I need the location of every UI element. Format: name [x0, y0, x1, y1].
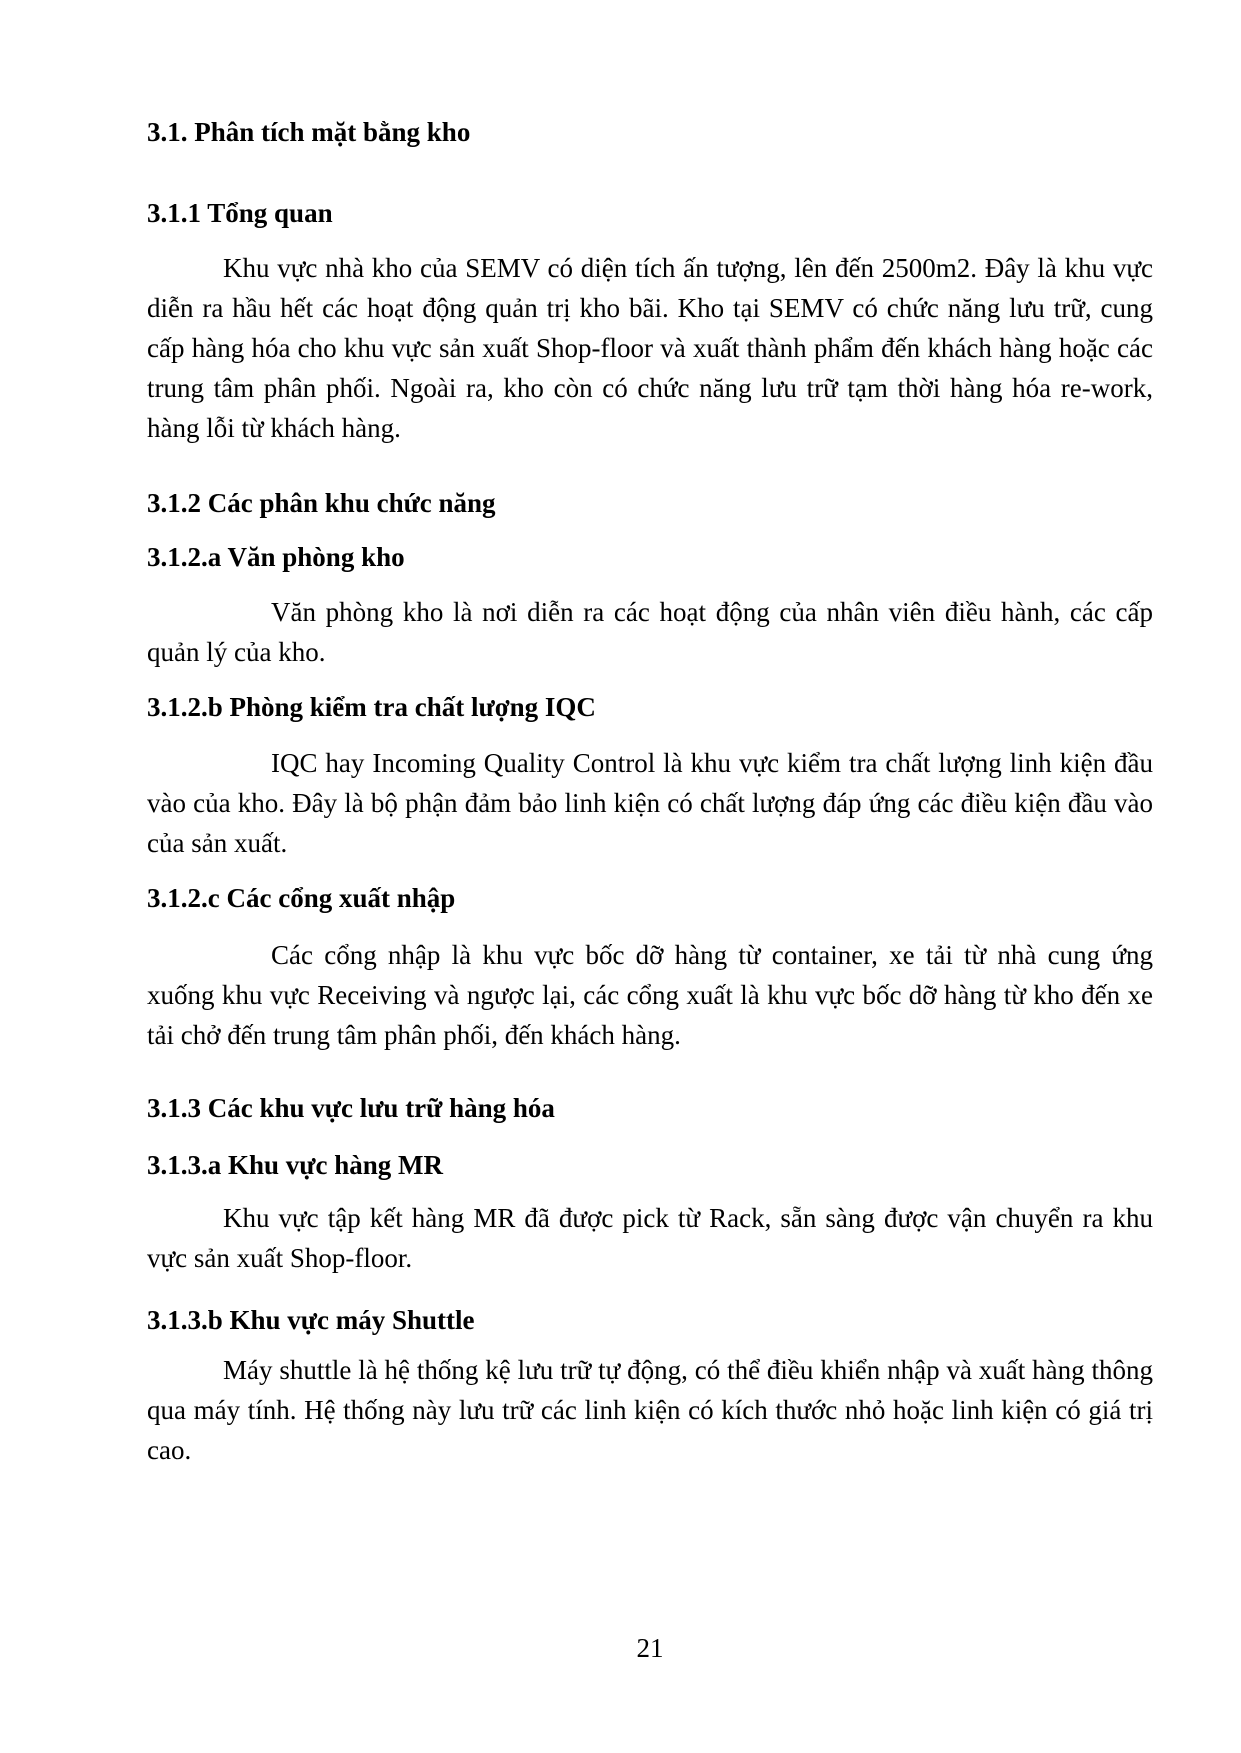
heading-3-1: 3.1. Phân tích mặt bằng kho — [147, 117, 471, 147]
paragraph-iqc: IQC hay Incoming Quality Control là khu vực kiểm tra chất lượng linh kiện đầu vào của kho. Đây là bộ phận đảm bảo linh kiện có chất lượng đáp ứng các điều kiện đầu vào của sản xuất. — [147, 748, 1153, 858]
paragraph-mr-area: Khu vực tập kết hàng MR đã được pick từ Rack, sẵn sàng được vận chuyển ra khu vực sản xuất Shop-floor. — [147, 1203, 1153, 1273]
heading-3-1-2-b: 3.1.2.b Phòng kiểm tra chất lượng IQC — [147, 692, 596, 722]
heading-3-1-2-a: 3.1.2.a Văn phòng kho — [147, 542, 405, 572]
heading-3-1-1: 3.1.1 Tổng quan — [147, 198, 333, 228]
paragraph-shuttle: Máy shuttle là hệ thống kệ lưu trữ tự động, có thể điều khiển nhập và xuất hàng thông qua máy tính. Hệ thống này lưu trữ các linh kiện có kích thước nhỏ hoặc linh kiện có giá trị cao. — [147, 1355, 1153, 1465]
heading-3-1-3: 3.1.3 Các khu vực lưu trữ hàng hóa — [147, 1093, 555, 1123]
heading-3-1-3-b: 3.1.3.b Khu vực máy Shuttle — [147, 1305, 475, 1335]
heading-3-1-2-c: 3.1.2.c Các cổng xuất nhập — [147, 883, 456, 913]
paragraph-overview: Khu vực nhà kho của SEMV có diện tích ấn tượng, lên đến 2500m2. Đây là khu vực diễn ra hầu hết các hoạt động quản trị kho bãi. Kho tại SEMV có chức năng lưu trữ, cung cấp hàng hóa cho khu vực sản xuất Shop-floor và xuất thành phẩm đến khách hàng hoặc các trung tâm phân phối. Ngoài ra, kho còn có chức năng lưu trữ tạm thời hàng hóa re-work, hàng lỗi từ khách hàng. — [147, 253, 1153, 443]
heading-3-1-3-a: 3.1.3.a Khu vực hàng MR — [147, 1150, 443, 1180]
paragraph-gates: Các cổng nhập là khu vực bốc dỡ hàng từ container, xe tải từ nhà cung ứng xuống khu vực Receiving và ngược lại, các cổng xuất là khu vực bốc dỡ hàng từ kho đến xe tải chở đến trung tâm phân phối, đến khách hàng. — [147, 940, 1153, 1050]
heading-3-1-2: 3.1.2 Các phân khu chức năng — [147, 488, 496, 518]
paragraph-warehouse-office: Văn phòng kho là nơi diễn ra các hoạt động của nhân viên điều hành, các cấp quản lý của kho. — [147, 597, 1153, 667]
page-number: 21 — [636, 1633, 664, 1663]
